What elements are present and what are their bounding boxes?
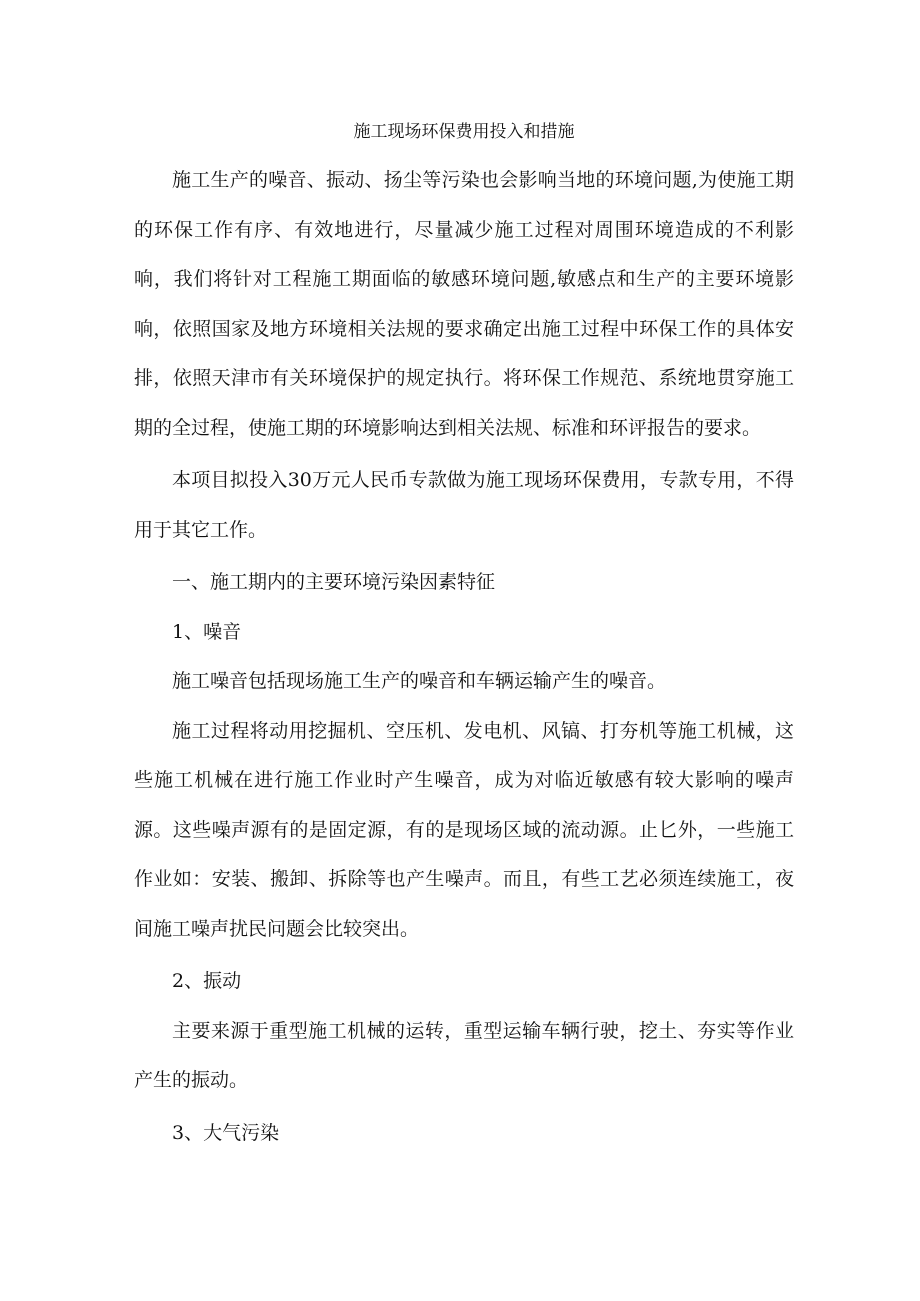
paragraph-budget: 本项目拟投入30万元人民币专款做为施工现场环保费用，专款专用，不得用于其它工作。	[134, 469, 794, 541]
section-heading-pollution-factors: 一、施工期内的主要环境污染因素特征	[172, 571, 496, 593]
paragraph-noise-sources: 施工噪音包括现场施工生产的噪音和车辆运输产生的噪音。	[172, 670, 667, 692]
subsection-heading-air-pollution: 3、大气污染	[172, 1121, 280, 1144]
subsection-heading-noise: 1、噪音	[172, 620, 242, 643]
paragraph-vibration: 主要来源于重型施工机械的运转，重型运输车辆行驶，挖土、夯实等作业产生的振动。	[134, 1019, 794, 1091]
subsection-heading-vibration: 2、振动	[172, 970, 242, 992]
paragraph-intro: 施工生产的噪音、振动、扬尘等污染也会影响当地的环境问题,为使施工期的环保工作有序、有效地进行，尽量减少施工过程对周围环境造成的不利影响，我们将针对工程施工期面临的敏感环境问题,敏感点和生产的主要环境影响，依照国家及地方环境相关法规的要求确定出施工过程中环保工作的具体安排，依照天津市有关环境保护的规定执行。将环保工作规范、系统地贯穿施工期的全过程，使施工期的环境影响达到相关法规、标准和环评报告的要求。	[134, 169, 794, 439]
document-title: 施工现场环保费用投入和措施	[353, 122, 575, 142]
paragraph-noise-machinery: 施工过程将动用挖掘机、空压机、发电机、风镐、打夯机等施工机械，这些施工机械在进行施工作业时产生噪音，成为对临近敏感有较大影响的噪声源。这些噪声源有的是固定源，有的是现场区域的流动源。止匕外，一些施工作业如：安装、搬卸、拆除等也产生噪声。而且，有些工艺必须连续施工，夜间施工噪声扰民问题会比较突出。	[134, 719, 794, 940]
document-page	[134, 112, 794, 1158]
